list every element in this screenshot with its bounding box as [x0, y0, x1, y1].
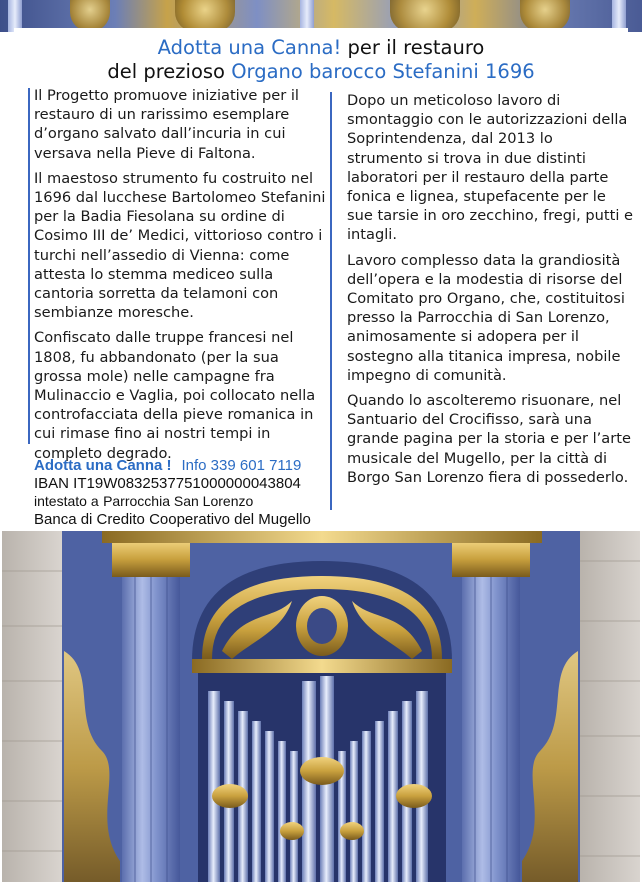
- stone-wall-left: [2, 531, 62, 882]
- cantoria-band: [192, 659, 452, 673]
- left-column: [34, 86, 328, 469]
- title-restoration: per il restauro: [347, 36, 485, 59]
- top-organ-photo-strip: [0, 0, 642, 32]
- cornice: [102, 531, 542, 543]
- donation-info: [34, 457, 330, 529]
- paragraph-confiscation: Confiscato dalle truppe francesi nel 1808, fu abbandonato (per la sua grossa mole) nelle campagne fra Mulinaccio e Vaglia, poi collocato nella controfacciata della pieve romanica in cui rimase fino ai nostri tempi in completo degrado.: [34, 329, 316, 462]
- page-title: [0, 36, 642, 84]
- title-line-2: [0, 60, 642, 84]
- beneficiary-name: Parrocchia San Lorenzo: [103, 493, 254, 509]
- left-column-rule: [28, 88, 30, 444]
- paragraph-future: Quando lo ascolteremo risuonare, nel Santuario del Crocifisso, sarà una grande pagina per la storia e per l’arte musicale del Mugello, per la città di Borgo San Lorenzo fiera di possederlo.: [347, 392, 631, 486]
- card-edge: [14, 28, 628, 32]
- capital-right: [452, 541, 530, 577]
- right-column: [347, 91, 633, 493]
- stone-wall-right: [580, 531, 640, 882]
- title-organ-name: Organo barocco Stefanini 1696: [231, 60, 535, 83]
- paragraph-committee: Lavoro complesso data la grandiosità dell’opera e la modestia di risorse del Comitato pro Organo, che, costituitosi presso la Parrocchia di San Lorenzo, animosamente si adopera per il sostegno alla titanica impresa, nobile impegno di comunità.: [347, 251, 625, 384]
- info-phone: Info 339 601 7119: [181, 457, 302, 474]
- iban-code: IBAN IT19W0832537751000000043804: [34, 475, 301, 492]
- adopt-label: Adotta una Canna !: [34, 457, 172, 474]
- organ-photograph: [2, 531, 640, 882]
- title-line-1: [0, 36, 642, 60]
- beneficiary-prefix: intestato a: [34, 493, 99, 509]
- right-column-rule: [330, 92, 332, 510]
- donation-header: [34, 457, 330, 475]
- title-precious: del prezioso: [107, 60, 225, 83]
- title-adopt: Adotta una Canna!: [157, 36, 342, 59]
- beneficiary-line: [34, 493, 330, 511]
- organ-illustration: [2, 531, 640, 882]
- paragraph-dismantling: Dopo un meticoloso lavoro di smontaggio con le autorizzazioni della Soprintendenza, dal 2013 lo strumento si trova in due distinti laboratori per il restauro della parte fonica e lignea, stupefacente per le sue tarsie in oro zecchino, fregi, putti e intagli.: [347, 92, 633, 244]
- paragraph-history: Il maestoso strumento fu costruito nel 1696 dal lucchese Bartolomeo Stefanini per la Badia Fiesolana su ordine di Cosimo III de’ Medici, vittorioso contro i turchi nell’assedio di Vienna: come attesta lo stemma mediceo sulla cantoria sorretta da telamoni con sembianze moresche.: [34, 169, 326, 322]
- bank-name: Banca di Credito Cooperativo del Mugello: [34, 511, 311, 528]
- capital-left: [112, 541, 190, 577]
- paragraph-project: Il Progetto promuove iniziative per il restauro di un rarissimo esemplare d’organo salvato dall’incuria in cui versava nella Pieve di Faltona.: [34, 87, 299, 162]
